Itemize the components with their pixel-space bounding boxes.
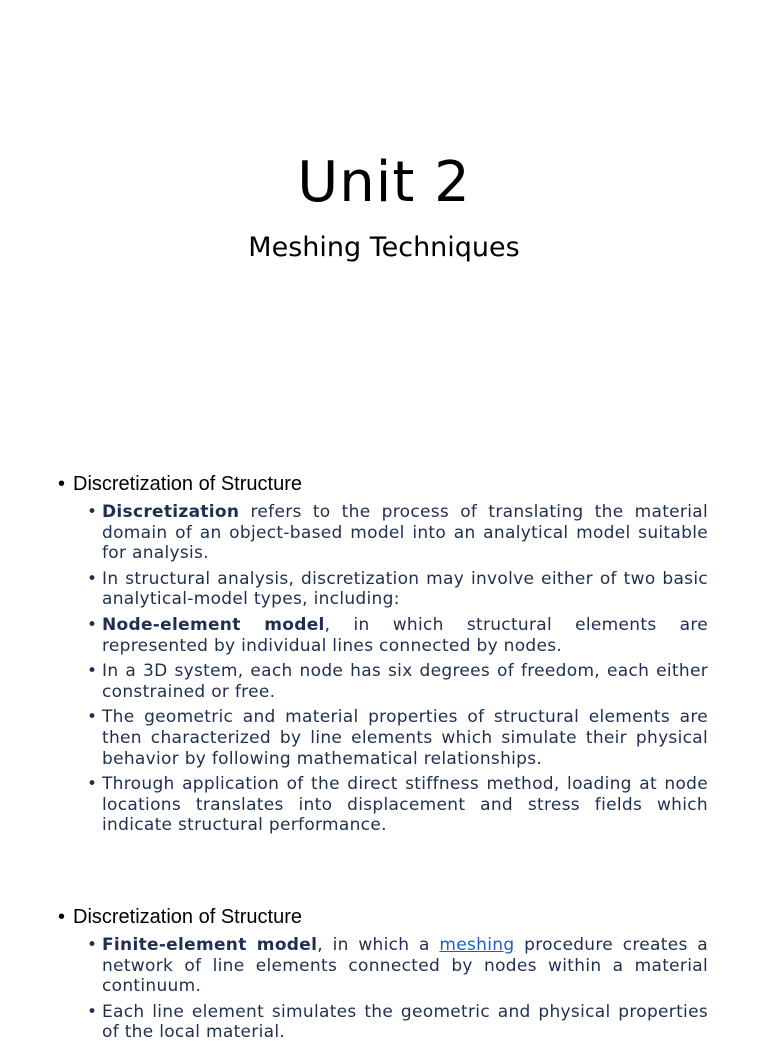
bullet-list [58,502,718,836]
bullet-text: procedure creates a network of line elements connected by nodes within a material continuum. [102,935,709,997]
meshing-link[interactable]: meshing [439,935,515,955]
slide-discretization-2 [58,905,718,1048]
list-item [87,1002,708,1043]
section-heading: • Discretization of Structure [58,905,718,929]
bullet-text: Through application of the direct stiffness method, loading at node locations translates into displacement and stress fields which indicate structural performance. [102,774,708,836]
bullet-text: In a 3D system, each node has six degrees of freedom, each either constrained or free. [102,661,708,702]
list-item [87,935,708,997]
slide-title: Unit 2 [297,150,471,215]
bullet-text: , in which a [317,935,440,955]
bold-term: Discretization [102,502,240,522]
list-item [87,774,708,836]
bullet-text: The geometric and material properties of structural elements are then characterized by line elements which simulate their physical behavior by following mathematical relationships. [102,707,708,769]
list-item [87,502,708,564]
bold-term: Node-element model [102,614,325,635]
slide-discretization-1 [58,472,718,841]
bold-term: Finite-element model [102,935,318,955]
bullet-text: Each line element simulates the geometric and physical properties of the local material. [102,1001,708,1043]
list-item [87,569,708,610]
bullet-text: , in which structural elements are represented by individual lines connected by nodes. [102,614,708,656]
list-item [87,661,708,702]
section-heading: • Discretization of Structure [58,472,718,496]
slide-subtitle: Meshing Techniques [248,232,520,263]
bullet-list [58,935,718,1043]
list-item [87,615,708,656]
bullet-text: refers to the process of translating the material domain of an object-based model into an analytical model suitable for analysis. [102,502,708,564]
bullet-text: In structural analysis, discretization may involve either of two basic analytical-model types, including: [102,568,708,610]
list-item [87,707,708,769]
